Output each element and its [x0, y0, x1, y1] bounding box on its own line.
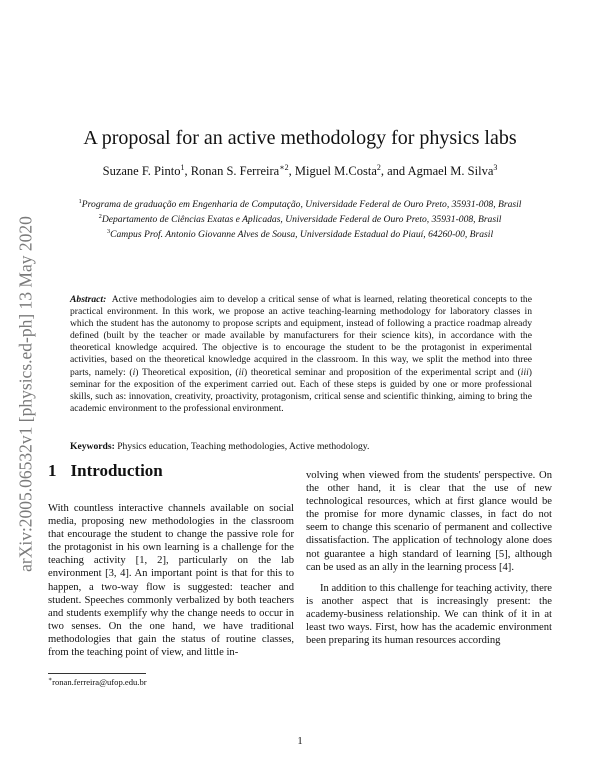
paragraph: In addition to this challenge for teaching activity, there is another aspect that is increasingly present: the academy-business relationship. We can think of it in at least two ways. First, how has the academic environment been preparing its human resources according [306, 582, 553, 647]
affiliation-mark: 2 [98, 213, 102, 220]
affiliation-mark: 3 [106, 228, 111, 235]
author-name: Ronan S. Ferreira [190, 164, 280, 179]
footnote-text: ronan.ferreira@ufop.edu.br [52, 676, 147, 687]
affiliation [0, 228, 600, 240]
section-number: 1 [48, 461, 57, 480]
page-number: 1 [297, 736, 303, 747]
author-separator: , [184, 164, 191, 179]
abstract-label: Abstract [70, 294, 104, 305]
affiliation [0, 198, 600, 210]
paragraph: With countless interactive channels available on social media, proposing new methodologies in the classroom that encourage the student to change the passive role for the protagonist in his own learning is a challenge for the teaching activity [1, 2], particularly on the lab environment [3, 4]. An important point is that for this to happen, a two-way flow is suggested: teacher and student. Speeches commonly verbalized by both teachers and students exemplify why the change needs to occur in two senses. On the one hand, we have traditional methodologies that gain the status of routine classes, from the teaching point of view, and little in- [48, 503, 294, 659]
affiliation-text: Departamento de Ciências Exatas e Aplicadas, Universidade Federal de Ouro Preto, 35931-008, Brasil [101, 214, 502, 226]
abstract-text: Active methodologies aim to develop a critical sense of what is learned, relating theoretical concepts to the practical environment. In this work, we propose an active teaching-learning methodology for laboratory classes in which the student has the autonomy to propose scripts and equipment, instead of following a practice roadmap already defined (built by the teacher or made available by manufacturers for their science kits), in accordance with the theoretical knowledge acquired. The objective is to encourage the student to be the protagonist in experimental activities, based on the theoretical knowledge acquired in the classroom. In this way, we split the method into three parts, namely: (i) Theoretical exposition, (ii) theoretical seminar and proposition of the experimental script and (iii) seminar for the exposition of the experiment carried out. Each of these steps is guided by one or more professional skills, such as: innovation, creativity, proactivity, protagonism, critical sense and scientific thinking, aiming to bring the academic environment to the professional environment. [70, 294, 532, 414]
author-separator: , and [380, 164, 408, 179]
arxiv-identifier: arXiv:2005.06532v1 [physics.ed-ph] 13 May 2020 [15, 216, 36, 572]
author-name: Suzane F. Pinto [102, 164, 181, 179]
abstract: Abstract: Active methodologies aim to develop a critical sense of what is learned, relating theoretical concepts to the practical environment. In this work, we propose an active teaching-learning methodology for laboratory classes in which the student has the autonomy to propose scripts and equipment, instead of following a practice roadmap already defined (built by the teacher or made available by manufacturers for their science kits), in accordance with the theoretical knowledge acquired. The objective is to encourage the student to be the protagonist in experimental activities, based on the theoretical knowledge acquired in the classroom. In this way, we split the method into three parts, namely: (i) Theoretical exposition, (ii) theoretical seminar and proposition of the experimental script and (iii) seminar for the exposition of the experiment carried out. Each of these steps is guided by one or more professional skills, such as: innovation, creativity, proactivity, protagonism, critical sense and scientific thinking, aiming to bring the academic environment to the professional environment. [70, 294, 532, 414]
author-mark: 3 [493, 163, 498, 172]
author-mark: 2 [376, 163, 381, 172]
arxiv-side-label [12, 180, 40, 608]
affiliation-text: Programa de graduação em Engenharia de Computação, Universidade Federal de Ouro Preto, 35931-008, Brasil [81, 199, 522, 211]
keywords-text: Physics education, Teaching methodologies, Active methodology. [117, 441, 370, 452]
affiliation-mark: 1 [78, 198, 82, 205]
affiliation-text: Campus Prof. Antonio Giovanne Alves de Sousa, Universidade Estadual do Piauí, 64260-00, Brasil [110, 229, 494, 241]
affiliation [0, 213, 600, 225]
author-mark: 1 [180, 163, 185, 172]
author-name: Miguel M.Costa [294, 164, 377, 179]
footnote-rule [48, 673, 146, 674]
section-heading [48, 461, 177, 481]
keywords: Keywords: Physics education, Teaching methodologies, Active methodology. [70, 441, 370, 452]
right-column [306, 469, 552, 647]
section-title: Introduction [70, 461, 163, 480]
paragraph: volving when viewed from the students' perspective. On the other hand, it is clear that the use of new technological resources, which at first glance would be the promise for more dynamic classes, in fact do not seem to change this scenario of permanent and collective dissatisfaction. The application of technology alone does not guarantee a high standard of learning [5], although can be used as an ally in the learning process [4]. [306, 470, 552, 573]
keywords-label: Keywords [70, 441, 112, 452]
left-column [48, 502, 294, 659]
footnote-mark: ∗ [48, 677, 53, 683]
author-mark: ∗2 [279, 163, 289, 172]
author-list [0, 163, 600, 179]
author-name: Agmael M. Silva [407, 164, 494, 179]
footnote [48, 676, 147, 687]
paper-title: A proposal for an active methodology for physics labs [83, 127, 517, 149]
author-separator: , [288, 164, 295, 179]
